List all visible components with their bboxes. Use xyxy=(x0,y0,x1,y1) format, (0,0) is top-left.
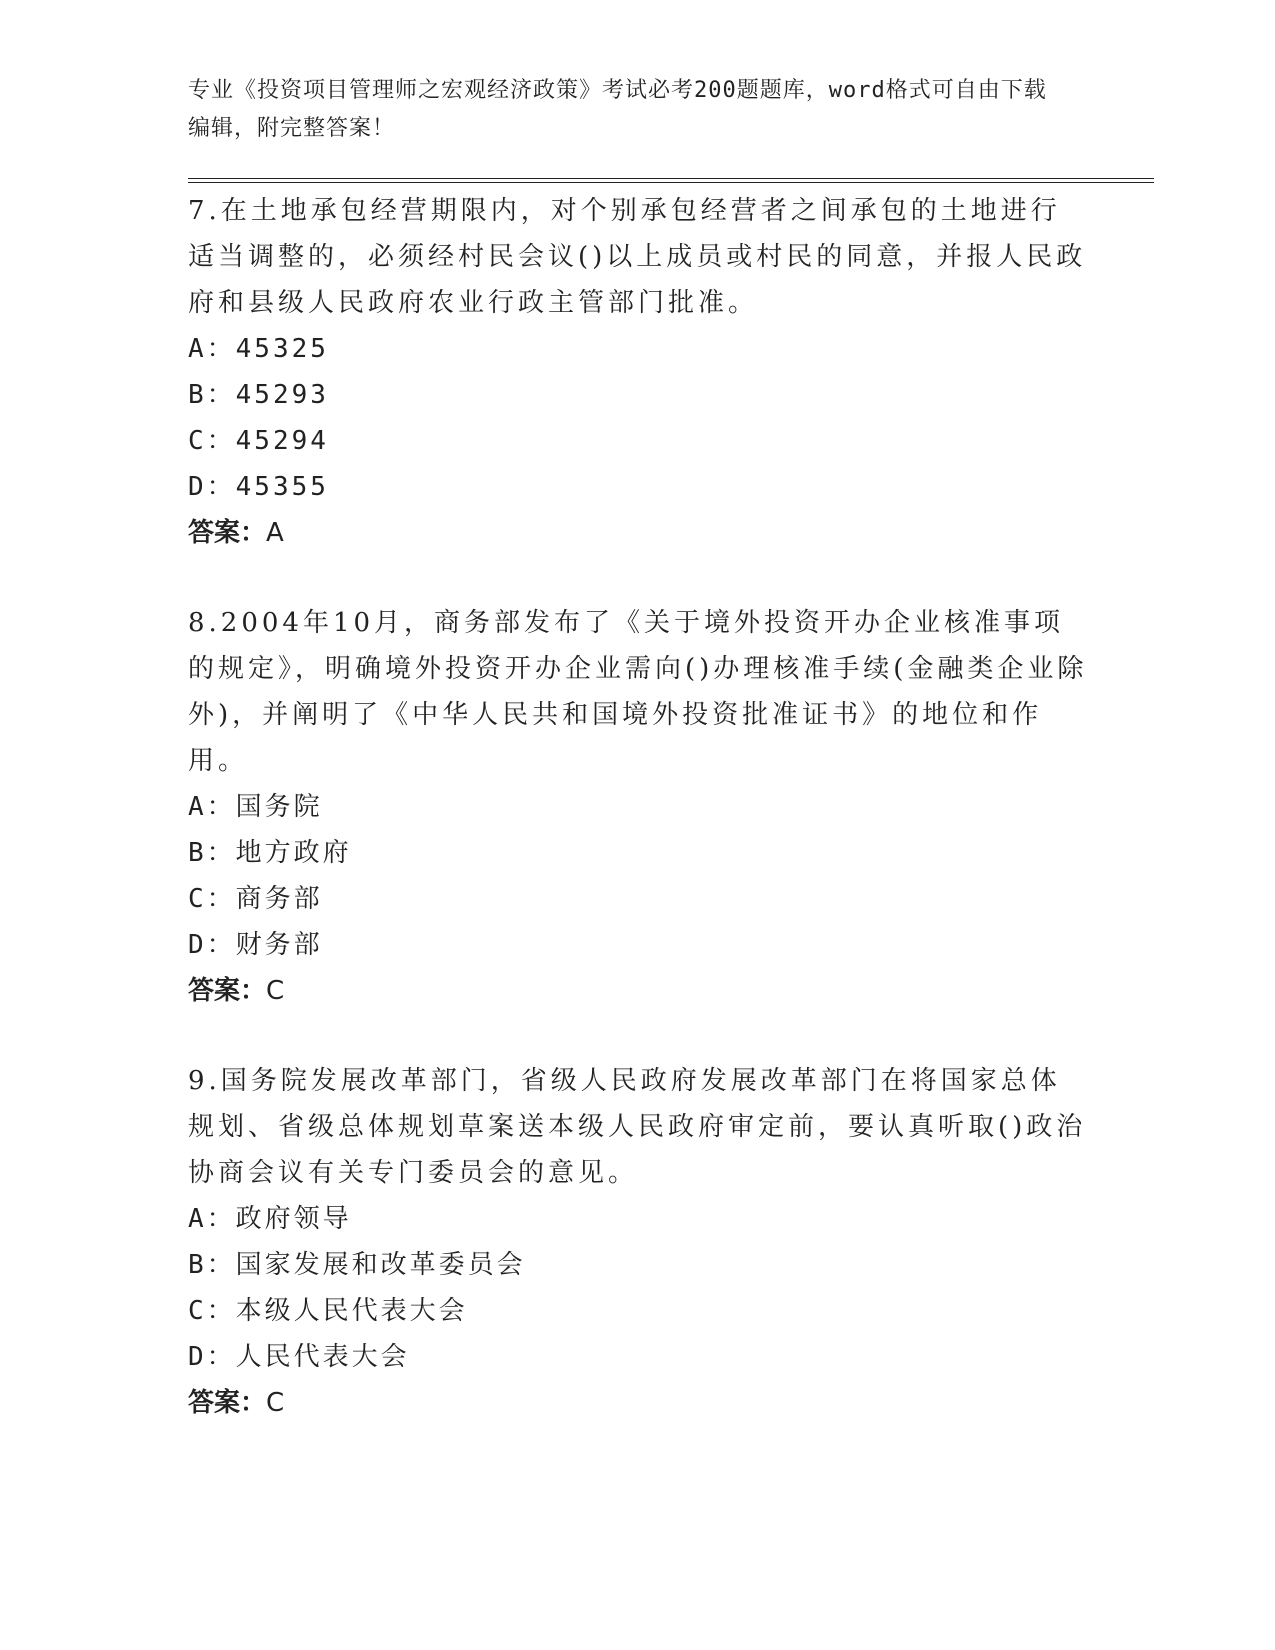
option-c: C：商务部 xyxy=(188,884,323,914)
option-d: D：财务部 xyxy=(188,930,323,960)
option-b: B：45293 xyxy=(188,380,329,410)
answer-value: C xyxy=(266,1388,285,1418)
answer-label: 答案： xyxy=(188,1388,267,1418)
question-text: 9.国务院发展改革部门，省级人民政府发展改革部门在将国家总体规划、省级总体规划草案送本级人民政府审定前，要认真听取()政治协商会议有关专门委员会的意见。 xyxy=(188,1066,1087,1188)
option-c: C：45294 xyxy=(188,426,329,456)
answer-line xyxy=(188,1380,1088,1426)
option-d: D：45355 xyxy=(188,472,329,502)
option-a: A：国务院 xyxy=(188,792,323,822)
answer-value: C xyxy=(266,976,285,1006)
answer-line xyxy=(188,510,1088,556)
option-b: B：地方政府 xyxy=(188,838,352,868)
option-a: A：政府领导 xyxy=(188,1204,352,1234)
document-header xyxy=(188,72,1068,148)
answer-label: 答案： xyxy=(188,976,267,1006)
question-text: 8.2004年10月，商务部发布了《关于境外投资开办企业核准事项的规定》，明确境外投资开办企业需向()办理核准手续(金融类企业除外)，并阐明了《中华人民共和国境外投资批准证书》的地位和作用。 xyxy=(188,608,1088,776)
question-text: 7.在土地承包经营期限内，对个别承包经营者之间承包的土地进行适当调整的，必须经村民会议()以上成员或村民的同意，并报人民政府和县级人民政府农业行政主管部门批准。 xyxy=(188,196,1087,318)
question-list xyxy=(188,188,1088,1470)
answer-value: A xyxy=(266,518,284,548)
question-9 xyxy=(188,1058,1088,1426)
answer-label: 答案： xyxy=(188,518,267,548)
question-8 xyxy=(188,600,1088,1014)
header-double-rule xyxy=(188,178,1154,183)
header-intro-text: 专业《投资项目管理师之宏观经济政策》考试必考200题题库，word格式可自由下载编辑，附完整答案！ xyxy=(188,78,1047,141)
answer-line xyxy=(188,968,1088,1014)
option-c: C：本级人民代表大会 xyxy=(188,1296,468,1326)
option-a: A：45325 xyxy=(188,334,329,364)
question-7 xyxy=(188,188,1088,556)
option-d: D：人民代表大会 xyxy=(188,1342,410,1372)
option-b: B：国家发展和改革委员会 xyxy=(188,1250,526,1280)
